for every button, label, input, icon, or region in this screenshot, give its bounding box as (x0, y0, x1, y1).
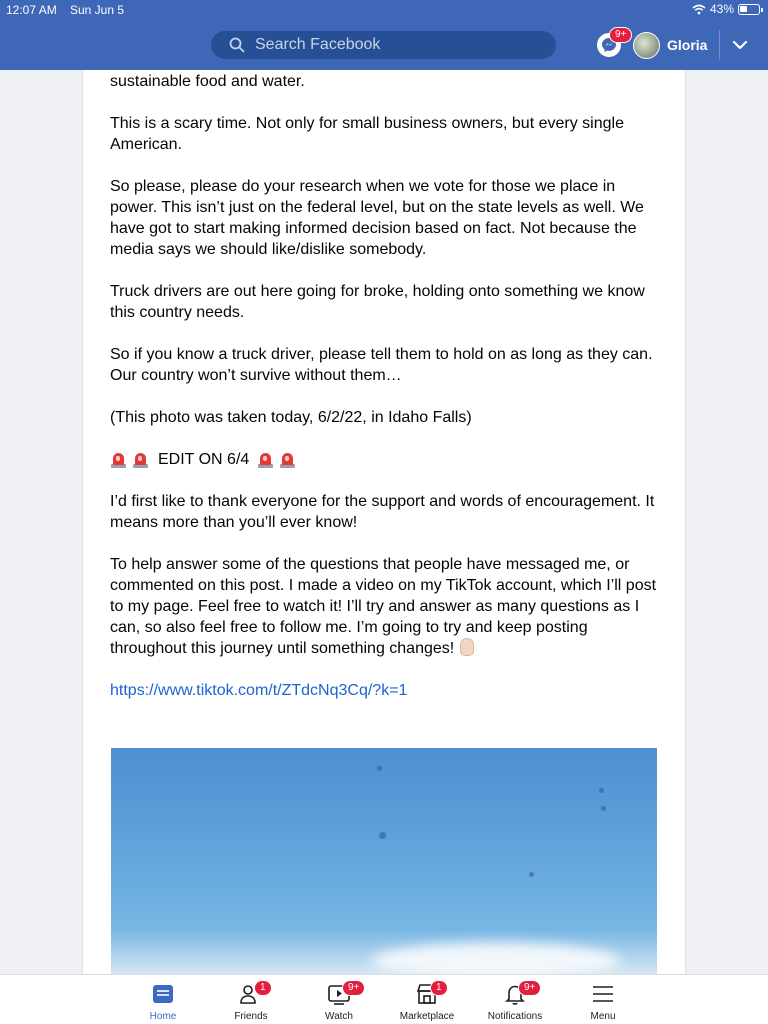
post-body (110, 71, 660, 722)
notifications-badge: 9+ (518, 980, 541, 996)
nav-label: Watch (325, 1011, 353, 1022)
search-bar[interactable] (211, 31, 556, 59)
photo-speck (599, 788, 604, 793)
post-photo[interactable] (111, 748, 657, 974)
status-indicators (692, 2, 760, 16)
post-paragraph: (This photo was taken today, 6/2/22, in Idaho Falls) (110, 409, 472, 426)
bottom-nav (0, 974, 768, 1024)
post-paragraph: Truck drivers are out here going for broke, holding onto something we know this country needs. (110, 283, 645, 321)
photo-cloud (371, 943, 621, 974)
status-date: Sun Jun 5 (70, 3, 125, 17)
photo-speck (601, 806, 606, 811)
battery-level (740, 6, 747, 12)
nav-friends[interactable] (206, 975, 296, 1024)
post-paragraph: sustainable food and water. (110, 73, 305, 90)
search-placeholder: Search Facebook (255, 36, 381, 53)
nav-label: Notifications (487, 1011, 543, 1022)
siren-icon (279, 451, 296, 468)
post-paragraph-text: To help answer some of the questions that people have messaged me, or commented on this post. I made a video on my TikTok account, which I’ll post to my page. Feel free to watch it! I’ll try and answer as many questions as I can, so also feel free to follow me. I’m going to try and keep posting throughout this journey until something changes! (110, 556, 657, 657)
messenger-badge: 9+ (609, 27, 632, 43)
profile-name[interactable]: Gloria (667, 37, 708, 53)
nav-watch[interactable] (294, 975, 384, 1024)
photo-speck (379, 832, 386, 839)
siren-icon (257, 451, 274, 468)
watch-badge: 9+ (342, 980, 365, 996)
photo-speck (529, 872, 534, 877)
nav-label: Home (149, 1011, 177, 1022)
search-icon (229, 37, 245, 53)
home-icon (151, 982, 175, 1006)
post-paragraph: This is a scary time. Not only for small business owners, but every single American. (110, 115, 624, 153)
battery-percent: 43% (709, 2, 734, 16)
header-divider (719, 30, 720, 60)
edit-label: EDIT ON 6/4 (158, 451, 250, 468)
wifi-icon (692, 4, 706, 15)
post-paragraph: I’d first like to thank everyone for the support and words of encouragement. It means more than you’ll ever know! (110, 493, 655, 531)
post-paragraph-with-emoji (110, 554, 660, 659)
marketplace-badge: 1 (430, 980, 448, 996)
nav-label: Marketplace (399, 1011, 455, 1022)
nav-label: Friends (234, 1011, 268, 1022)
post-paragraph: So if you know a truck driver, please tell them to hold on as long as they can. Our country won’t survive without them… (110, 346, 653, 384)
nav-marketplace[interactable] (382, 975, 472, 1024)
friends-badge: 1 (254, 980, 272, 996)
siren-icon (110, 451, 127, 468)
photo-speck (377, 766, 382, 771)
avatar[interactable] (633, 32, 660, 59)
status-time: 12:07 AM (6, 3, 57, 17)
edit-notice (110, 449, 660, 470)
siren-icon (132, 451, 149, 468)
crossed-fingers-icon (460, 638, 474, 656)
top-bar (0, 0, 768, 70)
nav-notifications[interactable] (470, 975, 560, 1024)
post-link[interactable]: https://www.tiktok.com/t/ZTdcNq3Cq/?k=1 (110, 682, 408, 699)
nav-menu[interactable] (558, 975, 648, 1024)
hamburger-menu-icon (591, 982, 615, 1006)
nav-label: Menu (590, 1011, 616, 1022)
battery-icon (738, 4, 760, 15)
nav-home[interactable] (118, 975, 208, 1024)
chevron-down-icon[interactable] (732, 39, 748, 51)
post-paragraph: So please, please do your research when we vote for those we place in power. This isn’t just on the federal level, but on the state levels as well. We have got to start making informed decision based on fact. Not because the media says we should like/dislike somebody. (110, 178, 644, 258)
